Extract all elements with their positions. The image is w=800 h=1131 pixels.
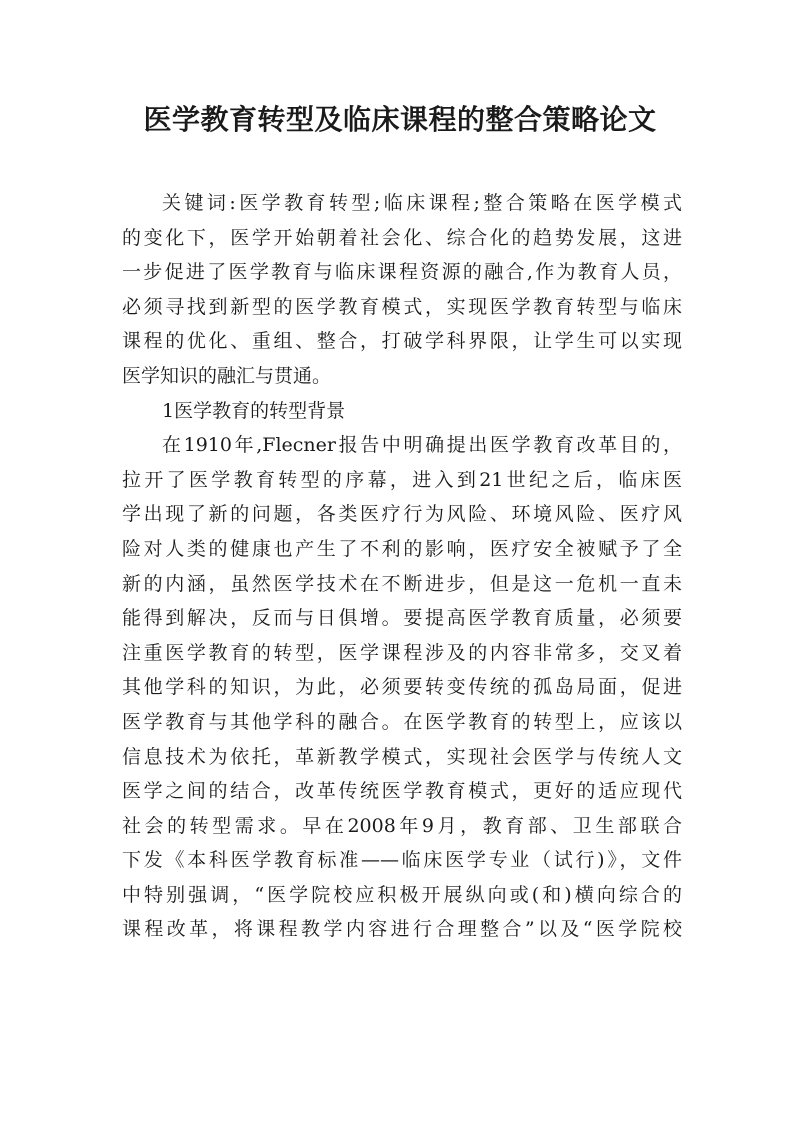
body-line: 课程的优化、重组、整合，打破学科界限，让学生可以实现 xyxy=(122,330,682,353)
body-line: 在1910年,Flecner报告中明确提出医学教育改革目的， xyxy=(162,434,682,457)
document-body xyxy=(122,186,682,947)
body-line: 一步促进了医学教育与临床课程资源的融合,作为教育人员， xyxy=(122,261,682,284)
body-line: 医学教育与其他学科的融合。在医学教育的转型上，应该以 xyxy=(122,710,682,733)
body-line: 能得到解决，反而与日俱增。要提高医学教育质量，必须要 xyxy=(122,607,682,630)
body-line: 险对人类的健康也产生了不利的影响，医疗安全被赋予了全 xyxy=(122,537,682,560)
body-line: 关键词:医学教育转型;临床课程;整合策略在医学模式 xyxy=(162,192,682,214)
body-line: 医学知识的融汇与贯通。 xyxy=(122,364,332,387)
body-line: 拉开了医学教育转型的序幕，进入到21世纪之后，临床医 xyxy=(122,468,682,491)
body-line: 必须寻找到新型的医学教育模式，实现医学教育转型与临床 xyxy=(122,295,682,318)
body-line: 的变化下，医学开始朝着社会化、综合化的趋势发展，这进 xyxy=(122,226,682,249)
body-line: 其他学科的知识，为此，必须要转变传统的孤岛局面，促进 xyxy=(122,676,682,699)
section-heading: 1医学教育的转型背景 xyxy=(162,399,346,422)
body-line: 医学之间的结合，改革传统医学教育模式，更好的适应现代 xyxy=(122,780,682,803)
body-line: 社会的转型需求。早在2008年9月，教育部、卫生部联合 xyxy=(122,814,682,837)
body-line: 下发《本科医学教育标准——临床医学专业（试行)》，文件 xyxy=(122,849,682,872)
body-line: 新的内涵，虽然医学技术在不断进步，但是这一危机一直未 xyxy=(122,572,682,595)
body-line: 课程改革，将课程教学内容进行合理整合”以及“医学院校 xyxy=(122,918,682,941)
document-title: 医学教育转型及临床课程的整合策略论文 xyxy=(143,103,657,136)
body-line: 注重医学教育的转型，医学课程涉及的内容非常多，交叉着 xyxy=(122,641,682,664)
body-line: 信息技术为依托，革新教学模式，实现社会医学与传统人文 xyxy=(122,745,682,768)
body-line: 学出现了新的问题，各类医疗行为风险、环境风险、医疗风 xyxy=(122,503,682,526)
body-line: 中特别强调，“医学院校应积极开展纵向或(和)横向综合的 xyxy=(122,883,682,906)
